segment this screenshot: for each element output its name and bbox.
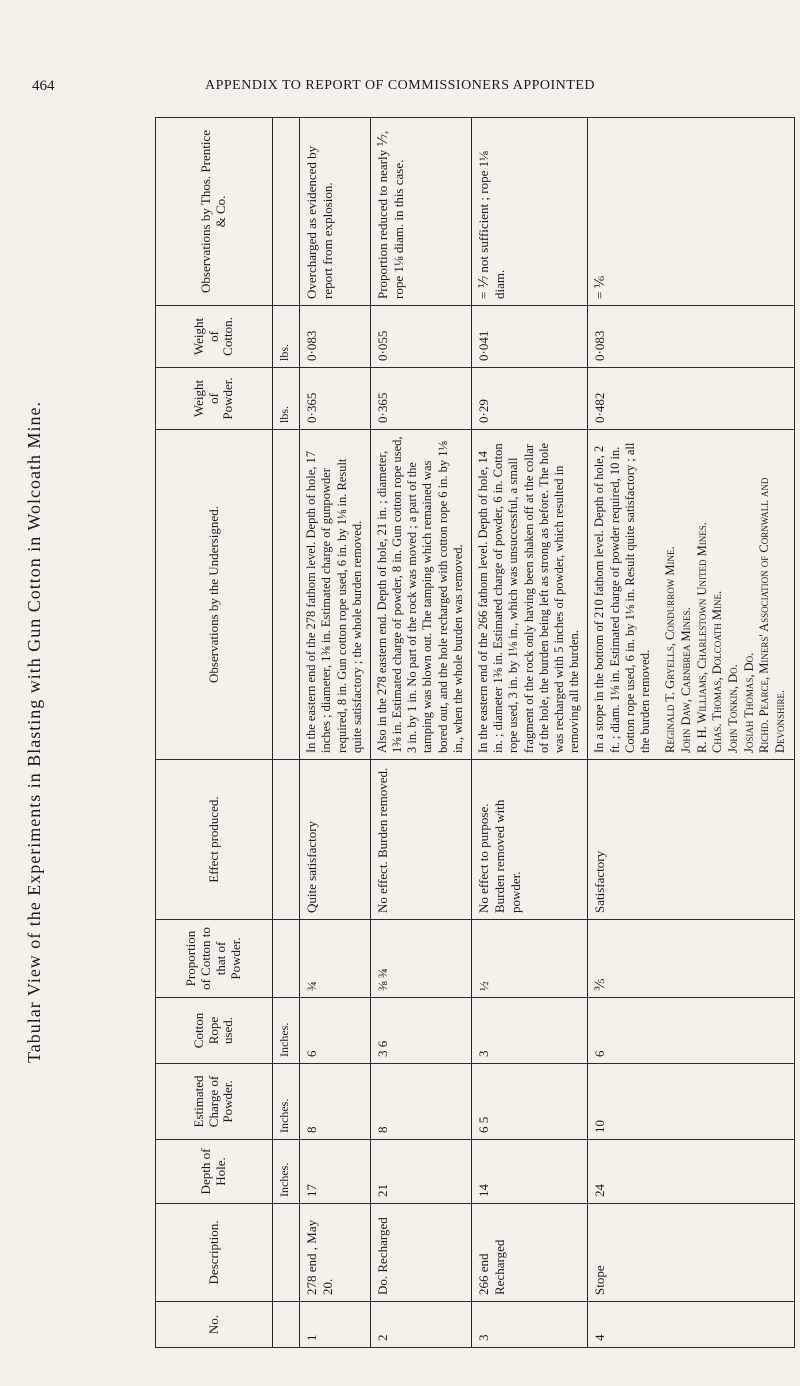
row-depth: 14 <box>471 1140 588 1204</box>
row-effect: Quite satisfactory <box>300 760 371 920</box>
row-description: Stope <box>588 1204 795 1302</box>
row-rope: 6 <box>300 998 371 1064</box>
signature: John Tonkin, Do. <box>725 664 740 753</box>
unit-charge: Inches. <box>273 1064 300 1140</box>
row-description: Do. Recharged <box>370 1204 471 1302</box>
row-charge: 10 <box>588 1064 795 1140</box>
col-charge: Estimated Charge of Powder. <box>156 1064 273 1140</box>
row-no: 2 <box>370 1302 471 1348</box>
row-charge: 8 <box>300 1064 371 1140</box>
row-weight-powder: 0·482 <box>588 368 795 430</box>
unit-cell <box>273 1204 300 1302</box>
signature: Chas. Thomas, Dolcoath Mine. <box>710 590 725 753</box>
signature: Richd. Pearce, Miners' Association of Cornwall and Devonshire. <box>757 477 787 753</box>
signature: R. H. Williams, Charlestown United Mines. <box>694 522 709 753</box>
row-observation: Also in the 278 eastern end. Depth of hole, 21 in. ; diameter, 1⅜ in. Estimated charge of powder, 8 in. Gun cotton rope used, 3 in. by 1 in. No part of the rock was moved ; a part of the tamping was blown out. The tamping which remained was bored out, and the hole recharged with cotton rope 6 in. by 1⅛ in., when the whole burden was removed. <box>370 430 471 760</box>
row-proportion: ⅜ ¾ <box>370 920 471 998</box>
col-effect: Effect produced. <box>156 760 273 920</box>
row-rope: 6 <box>588 998 795 1064</box>
row-charge: 8 <box>370 1064 471 1140</box>
row-prentice: = ⅙ <box>588 118 795 306</box>
row-observation: In the eastern end of the 278 fathom level. Depth of hole, 17 inches ; diameter, 1⅜ in. Estimated charge of gunpowder required, 8 in. Gun cotton rope used, 6 in. by 1⅛ in. Result quite satisfactory ; the whole burden removed. <box>300 430 371 760</box>
col-description: Description. <box>156 1204 273 1302</box>
row-weight-powder: 0·365 <box>300 368 371 430</box>
unit-cell <box>273 430 300 760</box>
row-weight-cotton: 0·083 <box>300 306 371 368</box>
table-row <box>370 118 471 1348</box>
unit-cell <box>273 760 300 920</box>
experiments-table <box>155 117 795 1348</box>
running-header: APPENDIX TO REPORT OF COMMISSIONERS APPOINTED <box>204 78 595 93</box>
table-title: Tabular View of the Experiments in Blasting with Gun Cotton in Wolcoath Mine. <box>24 401 44 1063</box>
row-prentice: Proportion reduced to nearly ⅐, rope 1⅛ diam. in this case. <box>370 118 471 306</box>
col-obs-undersigned: Observations by the Undersigned. <box>156 430 273 760</box>
unit-weight-cotton: lbs. <box>273 306 300 368</box>
signature: Reginald T. Gryells, Condurrow Mine. <box>663 546 678 753</box>
row-rope: 3 6 <box>370 998 471 1064</box>
row-proportion: ½ <box>471 920 588 998</box>
table-row <box>300 118 371 1348</box>
signature-block <box>663 436 788 753</box>
col-rope: Cotton Rope used. <box>156 998 273 1064</box>
row-rope: 3 <box>471 998 588 1064</box>
row-depth: 17 <box>300 1140 371 1204</box>
row-effect: Satisfactory <box>588 760 795 920</box>
col-weight-cotton: Weight of Cotton. <box>156 306 273 368</box>
row-weight-cotton: 0·041 <box>471 306 588 368</box>
row-charge: 6 5 <box>471 1064 588 1140</box>
unit-rope: Inches. <box>273 998 300 1064</box>
unit-depth: Inches. <box>273 1140 300 1204</box>
row-observation: In the eastern end of the 266 fathom level. Depth of hole, 14 in. ; diameter 1⅜ in. Estimated charge of powder, 6 in. Cotton rope used, 3 in. by 1⅛ in., which was unsuccessful, a small fragment of the rock only having been shaken off at the collar of the hole, the burden being left as strong as before. The hole was recharged with 5 inches of powder, which resulted in removing all the burden. <box>471 430 588 760</box>
row-weight-powder: 0·29 <box>471 368 588 430</box>
unit-cell <box>273 1302 300 1348</box>
row-observation: In a stope in the bottom of 210 fathom level. Depth of hole, 2 ft. ; diam. 1⅛ in. Estimated charge of powder required, 10 in. Cotton rope used, 6 in. by 1⅛ in. Result quite satisfactory ; all the burden removed. <box>592 442 653 753</box>
experiments-table-container <box>155 118 795 1348</box>
table-row <box>471 118 588 1348</box>
col-depth: Depth of Hole. <box>156 1140 273 1204</box>
row-effect: No effect to purpose. Burden removed with powder. <box>471 760 588 920</box>
row-no: 3 <box>471 1302 588 1348</box>
units-row <box>273 118 300 1348</box>
signature: Josiah Thomas, Do. <box>741 652 756 753</box>
row-depth: 24 <box>588 1140 795 1204</box>
row-weight-powder: 0·365 <box>370 368 471 430</box>
row-no: 4 <box>588 1302 795 1348</box>
row-description: 278 end , May 20. <box>300 1204 371 1302</box>
row-weight-cotton: 0·055 <box>370 306 471 368</box>
col-proportion: Proportion of Cotton to that of Powder. <box>156 920 273 998</box>
col-weight-powder: Weight of Powder. <box>156 368 273 430</box>
unit-weight-powder: lbs. <box>273 368 300 430</box>
signature: John Daw, Carnbrea Mines. <box>679 607 694 753</box>
col-obs-prentice: Observations by Thos. Prentice & Co. <box>156 118 273 306</box>
unit-cell <box>273 920 300 998</box>
row-weight-cotton: 0·083 <box>588 306 795 368</box>
row-proportion: ⅗ <box>588 920 795 998</box>
row-prentice: = ⅐ not sufficient ; rope 1⅛ diam. <box>471 118 588 306</box>
page-number: 464 <box>32 78 55 94</box>
row-depth: 21 <box>370 1140 471 1204</box>
header-row <box>156 118 273 1348</box>
row-prentice: Overcharged as evidenced by report from explosion. <box>300 118 371 306</box>
table-row <box>588 118 795 1348</box>
unit-cell <box>273 118 300 306</box>
row-effect: No effect. Burden removed. <box>370 760 471 920</box>
row-no: 1 <box>300 1302 371 1348</box>
row-proportion: ¾ <box>300 920 371 998</box>
col-no: No. <box>156 1302 273 1348</box>
row-description: 266 end Recharged <box>471 1204 588 1302</box>
row-observation-with-signatures <box>588 430 795 760</box>
